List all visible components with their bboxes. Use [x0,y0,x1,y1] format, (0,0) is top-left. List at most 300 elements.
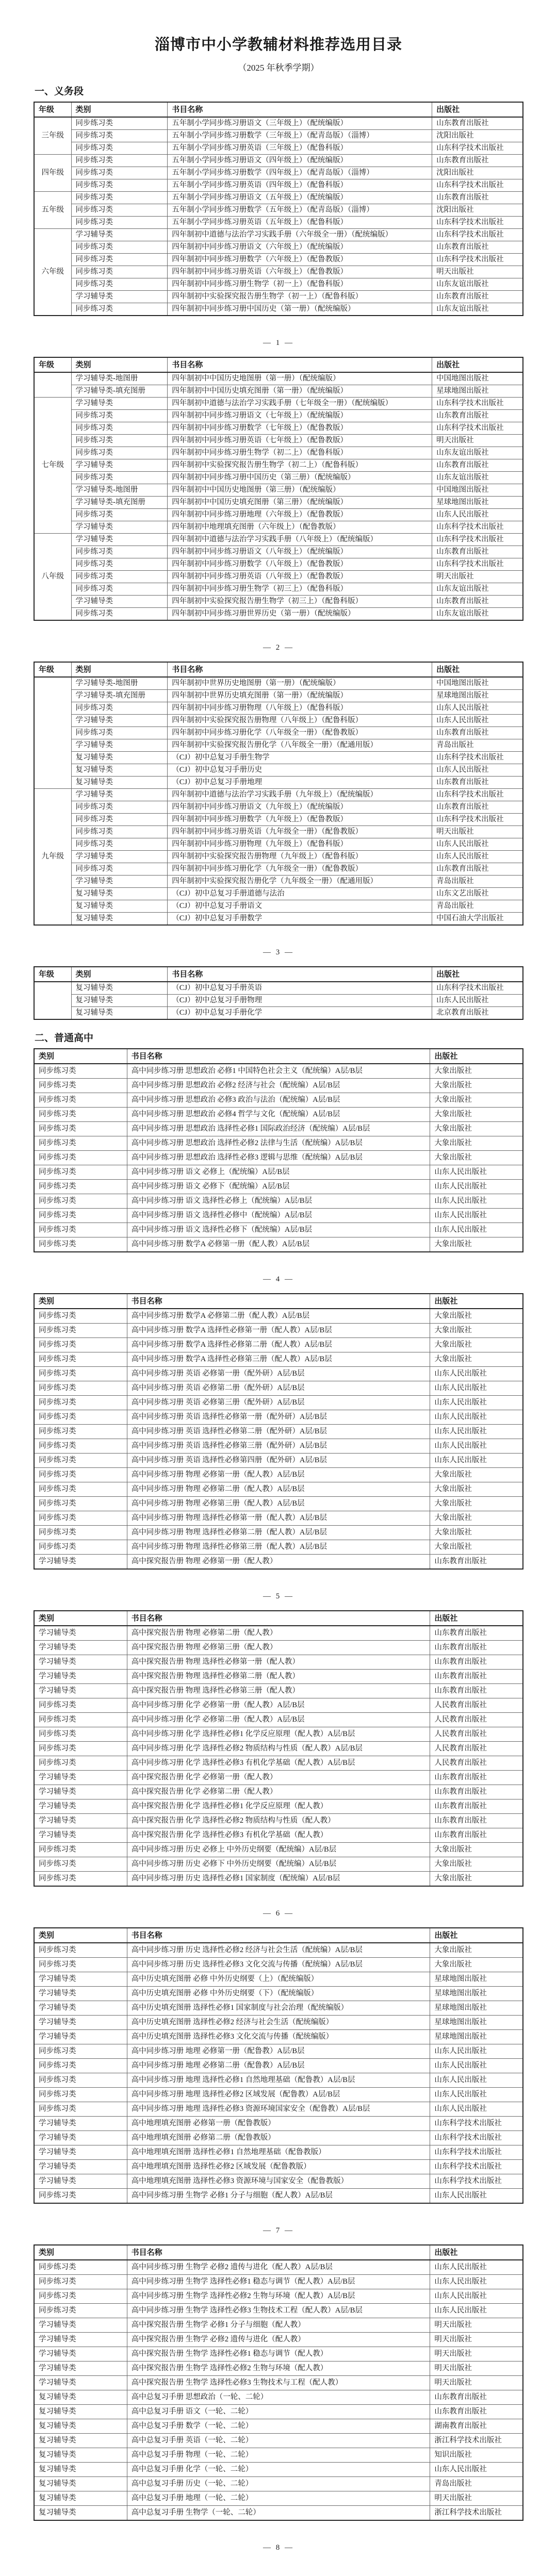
cell: 山东教育出版社 [432,291,523,303]
table-row [34,1007,523,1020]
cell: 山东人民出版社 [430,1194,523,1209]
table-row [34,497,523,509]
table-row [34,2174,523,2189]
table-row [34,1454,523,1468]
cell: 山东科学技术出版社 [432,521,523,534]
cell: 学习辅导类 [71,715,168,727]
cell: 四年制初中同步练习册物理（八年级上）（配鲁科版） [168,702,432,715]
grade-cell: 九年级 [34,789,71,926]
cell: 五年制小学同步练习册数学（三年级上）（配青岛版）（淄博） [168,130,432,142]
table-row [34,608,523,621]
cell: 山东教育出版社 [430,1799,523,1814]
table-row [34,459,523,472]
cell: 同步练习类 [34,1122,127,1136]
cell: 同步练习类 [34,1338,127,1352]
booklist-table-page2 [34,357,523,621]
cell: 高中地理填充图册 必修第一册（配鲁教版） [127,2117,430,2131]
cell: 同步练习类 [71,192,168,204]
cell: 同步练习类 [71,278,168,291]
cell: 山东教育出版社 [430,1655,523,1670]
table-row [34,2362,523,2376]
cell: 复习辅导类 [34,2434,127,2448]
cell: 五年制小学同步练习册语文（五年级上）（配统编版） [168,192,432,204]
cell: 高中同步练习册 历史 必修下 中外历史纲要（配统编）A层/B层 [127,1857,430,1872]
cell: 大象出版社 [430,1482,523,1497]
cell: 浙江科学技术出版社 [430,2434,523,2448]
table-row [34,2117,523,2131]
cell: 北京教育出版社 [432,1007,523,1020]
cell: 人民教育出版社 [430,1742,523,1756]
cell: 山东科学技术出版社 [430,2117,523,2131]
table-row [34,1727,523,1742]
cell: （CJ）初中总复习手册地理 [168,777,432,789]
cell: 四年制初中实验探究报告册物理（八年级上）（配鲁科版） [168,715,432,727]
column-header: 年级 [34,357,71,372]
page-subtitle: （2025 年秋季学期） [238,63,319,73]
cell: 浙江科学技术出版社 [430,2506,523,2521]
cell: 山东教育出版社 [430,1785,523,1799]
cell: 复习辅导类 [34,2477,127,2491]
table-row [34,900,523,913]
cell: 山东人民出版社 [432,715,523,727]
table-row [34,1352,523,1367]
cell: 学习辅导类 [71,789,168,801]
cell: 高中同步练习册 化学 选择性必修1 化学反应原理（配人教）A层/B层 [127,1727,430,1742]
cell: （CJ）初中总复习手册生物学 [168,752,432,764]
cell: 高中同步练习册 英语 必修第二册（配外研）A层/B层 [127,1381,430,1396]
header-row [34,357,523,372]
column-header: 年级 [34,967,71,982]
table-row [34,1338,523,1352]
cell: 同步练习类 [34,1713,127,1727]
cell: 学习辅导类 [71,291,168,303]
cell: 同步练习类 [34,1237,127,1252]
cell: 高中同步练习册 数学A 必修第一册（配人教）A层/B层 [127,1237,430,1252]
cell: 山东人民出版社 [432,702,523,715]
cell: 大象出版社 [430,1151,523,1165]
cell: 同步练习类 [71,303,168,316]
cell: 山东科学技术出版社 [430,2145,523,2160]
table-row [34,1165,523,1180]
table-row [34,814,523,826]
cell: 同步练习类 [34,2304,127,2318]
cell: 大象出版社 [430,1122,523,1136]
cell: 四年制初中同步练习册语文（九年级上）（配统编版） [168,801,432,814]
cell: 同步练习类 [34,2073,127,2088]
table-row [34,715,523,727]
cell: 山东人民出版社 [432,851,523,863]
table-row [34,2347,523,2362]
cell: 山东人民出版社 [430,1223,523,1237]
cell: 同步练习类 [71,571,168,583]
section-heading-compulsory: 一、义务段 [35,86,84,97]
cell: 同步练习类 [71,435,168,447]
cell: 四年制初中同步练习册生物学（初三上）（配鲁科版） [168,583,432,596]
cell: 人民教育出版社 [430,1756,523,1771]
cell: 山东友谊出版社 [432,608,523,621]
cell: 山东科学技术出版社 [432,752,523,764]
grade-cell: 八年级 [34,534,71,621]
cell: 高中探究报告册 物理 必修第三册（配人教） [127,1641,430,1655]
cell: 星球地图出版社 [430,1987,523,2001]
cell: 大象出版社 [430,1136,523,1151]
header-row [34,1611,523,1626]
table-row [34,1396,523,1410]
cell: 学习辅导类 [34,2016,127,2030]
cell: 学习辅导类 [34,2174,127,2189]
cell: 同步练习类 [71,447,168,459]
table-row [34,142,523,155]
column-header: 类别 [34,2245,127,2260]
table-row [34,1843,523,1857]
cell: 高中总复习手册 数学（一轮、二轮） [127,2419,430,2434]
cell: 同步练习类 [71,702,168,715]
cell: 高中同步练习册 英语 选择性必修第四册（配外研）A层/B层 [127,1454,430,1468]
cell: 同步练习类 [34,1194,127,1209]
cell: 山东人民出版社 [430,1410,523,1425]
cell: 四年制初中同步练习册中国历史（第三册）（配统编版） [168,472,432,484]
table-row [34,509,523,521]
cell: 四年制初中实验探究报告册生物学（初三上）（配鲁科版） [168,596,432,608]
cell: 学习辅导类 [34,2145,127,2160]
cell: 同步练习类 [34,1843,127,1857]
cell: 星球地图出版社 [430,2001,523,2016]
cell: 同步练习类 [34,1165,127,1180]
cell: 大象出版社 [430,1064,523,1079]
header-row [34,662,523,677]
cell: 大象出版社 [430,1079,523,1093]
cell: 学习辅导类 [71,851,168,863]
cell: 山东教育出版社 [432,117,523,130]
cell: 学习辅导类-填充图册 [71,385,168,398]
table-row [34,1943,523,1958]
cell: 高中同步练习册 思想政治 必修2 经济与社会（配统编）A层/B层 [127,1079,430,1093]
cell: 山东人民出版社 [430,1180,523,1194]
header-row [34,1294,523,1309]
cell: 同步练习类 [71,838,168,851]
cell: 高中探究报告册 生物学 选择性必修3 生物技术与工程（配人教） [127,2376,430,2390]
cell: 同步练习类 [71,241,168,254]
table-row [34,1410,523,1425]
cell: 学习辅导类 [34,2333,127,2347]
booklist-table [34,1927,523,2204]
cell: 大象出版社 [430,1958,523,1972]
table-row [34,1324,523,1338]
cell: 同步练习类 [34,1352,127,1367]
table-row [34,702,523,715]
column-header: 书目名称 [168,357,432,372]
cell: 星球地图出版社 [430,2016,523,2030]
cell: 山东教育出版社 [430,1814,523,1828]
cell: 学习辅导类 [34,1771,127,1785]
cell: 高中同步练习册 数学A 选择性必修第二册（配人教）A层/B层 [127,1338,430,1352]
cell: 山东教育出版社 [432,863,523,876]
cell: 四年制初中同步练习册英语（七年级上）（配鲁教版） [168,435,432,447]
table-row [34,727,523,739]
table-row [34,1958,523,1972]
table-row [34,1540,523,1555]
cell: 学习辅导类 [34,2131,127,2145]
cell: 高中地理填充图册 选择性必修1 自然地理基础（配鲁教版） [127,2145,430,2160]
table-row [34,2044,523,2059]
table-row [34,826,523,838]
cell: 同步练习类 [34,1093,127,1108]
table-row [34,372,523,385]
cell: 高中同步练习册 历史 选择性必修3 文化交流与传播（配统编）A层/B层 [127,1958,430,1972]
cell: 大象出版社 [430,1468,523,1482]
cell: 明天出版社 [430,2318,523,2333]
table-row [34,876,523,888]
cell: 高中同步练习册 语文 选择性必修上（配统编）A层/B层 [127,1194,430,1209]
cell: 山东人民出版社 [430,2088,523,2102]
cell: 山东教育出版社 [432,727,523,739]
cell: 四年制初中中国历史填充图册（第三册）（配统编版） [168,497,432,509]
cell: 复习辅导类 [71,913,168,926]
cell: 明天出版社 [430,2362,523,2376]
cell: 大象出版社 [430,1093,523,1108]
cell: 同步练习类 [71,422,168,435]
cell: 同步练习类 [34,2189,127,2204]
page-number-8: — 8 — [263,2544,294,2552]
table-row [34,398,523,410]
header-row [34,1928,523,1943]
table-row [34,1180,523,1194]
cell: 山东人民出版社 [430,1367,523,1381]
cell: 山东人民出版社 [430,2102,523,2117]
column-header: 出版社 [432,967,523,982]
table-row [34,1713,523,1727]
table-row [34,1425,523,1439]
column-header: 出版社 [430,1611,523,1626]
page-number-1: — 1 — [263,339,294,347]
cell: 山东友谊出版社 [432,472,523,484]
cell: 山东人民出版社 [430,1439,523,1454]
cell: 高中同步练习册 物理 选择性必修第三册（配人教）A层/B层 [127,1540,430,1555]
table-row [34,982,523,995]
table-row [34,241,523,254]
column-header: 出版社 [430,1049,523,1064]
cell: 五年制小学同步练习册语文（四年级上）（配统编版） [168,155,432,167]
cell: 同步练习类 [34,2289,127,2304]
cell: 同步练习类 [34,1309,127,1324]
cell: 明天出版社 [430,2376,523,2390]
cell: 四年制初中同步练习册生物学（初一上）（配鲁科版） [168,278,432,291]
table-row [34,2160,523,2174]
cell: 高中同步练习册 思想政治 选择性必修1 国际政治经济（配统编）A层/B层 [127,1122,430,1136]
table-row [34,229,523,241]
column-header: 出版社 [432,102,523,117]
cell: 高中历史填充图册 选择性必修2 经济与社会生活（配统编版） [127,2016,430,2030]
table-row [34,1309,523,1324]
cell: 学习辅导类 [34,1684,127,1698]
cell: 学习辅导类 [71,534,168,546]
booklist-table [34,1293,523,1570]
cell: 明天出版社 [430,2491,523,2506]
column-header: 类别 [34,1294,127,1309]
cell: 山东友谊出版社 [432,447,523,459]
cell: 学习辅导类 [34,2347,127,2362]
table-row [34,1511,523,1526]
table-row [34,2477,523,2491]
cell: 同步练习类 [71,863,168,876]
cell: 同步练习类 [34,1136,127,1151]
booklist-table [34,662,523,926]
cell: 同步练习类 [71,509,168,521]
table-row [34,2102,523,2117]
column-header: 类别 [71,662,168,677]
cell: 山东科学技术出版社 [432,422,523,435]
cell: 高中探究报告册 物理 选择性必修第三册（配人教） [127,1684,430,1698]
cell: 山东教育出版社 [432,155,523,167]
cell: 沈阳出版社 [432,130,523,142]
cell: 同步练习类 [34,1756,127,1771]
cell: 四年制初中实验探究报告册生物学（初一上）（配鲁科版） [168,291,432,303]
column-header: 年级 [34,102,71,117]
table-row [34,1237,523,1252]
booklist-table-page1 [34,102,523,316]
table-row [34,2304,523,2318]
cell: 学习辅导类 [34,1655,127,1670]
table-row [34,1785,523,1799]
cell: 山东友谊出版社 [432,583,523,596]
cell: 山东教育出版社 [432,459,523,472]
cell: 学习辅导类-地图册 [71,372,168,385]
cell: 星球地图出版社 [430,1972,523,1987]
cell: 同步练习类 [34,1439,127,1454]
cell: 同步练习类 [34,1367,127,1381]
cell: 高中同步练习册 化学 选择性必修2 物质结构与性质（配人教）A层/B层 [127,1742,430,1756]
cell: （CJ）初中总复习手册历史 [168,764,432,777]
cell: 高中同步练习册 语文 选择性必修中（配统编）A层/B层 [127,1209,430,1223]
table-row [34,303,523,316]
table-row [34,1655,523,1670]
table-row [34,410,523,422]
cell: 高中同步练习册 物理 必修第三册（配人教）A层/B层 [127,1497,430,1511]
cell: 山东人民出版社 [430,1209,523,1223]
table-row [34,2419,523,2434]
cell: 五年制小学同步练习册语文（三年级上）（配统编版） [168,117,432,130]
table-row [34,1151,523,1165]
table-row [34,1122,523,1136]
cell: 山东人民出版社 [430,2463,523,2477]
cell: 复习辅导类 [71,888,168,900]
table-row [34,1828,523,1843]
cell: 山东人民出版社 [430,2044,523,2059]
cell: 同步练习类 [34,1958,127,1972]
cell: 同步练习类 [71,608,168,621]
table-row [34,1136,523,1151]
cell: 同步练习类 [34,1482,127,1497]
cell: 山东友谊出版社 [432,303,523,316]
cell: 山东科学技术出版社 [430,2160,523,2174]
cell: 山东人民出版社 [430,1454,523,1468]
cell: 同步练习类 [34,1079,127,1093]
cell: 山东科学技术出版社 [432,398,523,410]
cell: 高中探究报告册 化学 选择性必修1 化学反应原理（配人教） [127,1799,430,1814]
cell: 高中历史填充图册 必修 中外历史纲要（上）（配统编版） [127,1972,430,1987]
cell: 同步练习类 [34,1943,127,1958]
cell: 高中同步练习册 地理 选择性必修2 区域发展（配鲁教）A层/B层 [127,2088,430,2102]
table-row [34,1814,523,1828]
grade-cell: 三年级 [34,117,71,155]
cell: （CJ）初中总复习手册英语 [168,982,432,995]
cell: 山东教育出版社 [430,1641,523,1655]
table-row [34,2434,523,2448]
table-row [34,546,523,558]
cell: 学习辅导类 [34,1814,127,1828]
table-row [34,1108,523,1122]
table-row [34,447,523,459]
cell: 四年制初中道德与法治学习实践手册（九年级上）（配统编版） [168,789,432,801]
page-number-5: — 5 — [263,1592,294,1600]
table-row [34,752,523,764]
cell: 山东人民出版社 [432,764,523,777]
cell: 同步练习类 [34,1209,127,1223]
table-row [34,2491,523,2506]
column-header: 书目名称 [127,1928,430,1943]
cell: 五年制小学同步练习册英语（三年级上）（配鲁科版） [168,142,432,155]
cell: 高中地理填充图册 选择性必修3 资源环境与国家安全（配鲁教版） [127,2174,430,2189]
cell: 同步练习类 [71,155,168,167]
cell: 明天出版社 [432,571,523,583]
cell: 四年制初中同步练习册数学（六年级上）（配鲁教版） [168,254,432,266]
cell: 四年制初中中国历史地图册（第一册）（配统编版） [168,372,432,385]
cell: 高中总复习手册 语文（一轮、二轮） [127,2405,430,2419]
cell: 同步练习类 [34,2102,127,2117]
cell: 同步练习类 [71,117,168,130]
cell: 同步练习类 [71,254,168,266]
cell: 四年制初中实验探究报告册化学（九年级全一册）（配通用版） [168,876,432,888]
page-title: 淄博市中小学教辅材料推荐选用目录 [154,37,402,53]
cell: 山东人民出版社 [432,995,523,1007]
cell: 高中探究报告册 物理 必修第一册（配人教） [127,1555,430,1570]
cell: 高中同步练习册 物理 选择性必修第二册（配人教）A层/B层 [127,1526,430,1540]
grade-cell: 四年级 [34,155,71,192]
cell: 同步练习类 [34,1151,127,1165]
cell: 山东科学技术出版社 [432,142,523,155]
column-header: 出版社 [430,1928,523,1943]
cell: 同步练习类 [34,1727,127,1742]
cell: 明天出版社 [430,2347,523,2362]
cell: 同步练习类 [71,472,168,484]
cell: 山东科学技术出版社 [432,789,523,801]
table-row [34,1079,523,1093]
table-row [34,1972,523,1987]
cell: 高中同步练习册 历史 选择性必修2 经济与社会生活（配统编）A层/B层 [127,1943,430,1958]
cell: 高中总复习手册 物理（一轮、二轮） [127,2448,430,2463]
cell: 山东科学技术出版社 [430,2174,523,2189]
table-row [34,2189,523,2204]
cell: 同步练习类 [34,1180,127,1194]
table-row [34,571,523,583]
cell: 五年制小学同步练习册英语（四年级上）（配鲁科版） [168,179,432,192]
cell: 高中同步练习册 历史 选择性必修1 国家制度（配统编）A层/B层 [127,1872,430,1887]
cell: 星球地图出版社 [432,385,523,398]
table-row [34,2275,523,2289]
table-row [34,777,523,789]
column-header: 书目名称 [127,1049,430,1064]
page-number-3: — 3 — [263,948,294,956]
cell: 山东文艺出版社 [432,888,523,900]
cell: 山东科学技术出版社 [432,558,523,571]
cell: 山东科学技术出版社 [432,229,523,241]
cell: 四年制初中同步练习册世界历史（第一册）（配统编版） [168,608,432,621]
cell: （CJ）初中总复习手册化学 [168,1007,432,1020]
cell: 四年制初中同步练习册数学（七年级上）（配鲁教版） [168,422,432,435]
table-row [34,2088,523,2102]
cell: 高中探究报告册 化学 必修第二册（配人教） [127,1785,430,1799]
table-row [34,435,523,447]
